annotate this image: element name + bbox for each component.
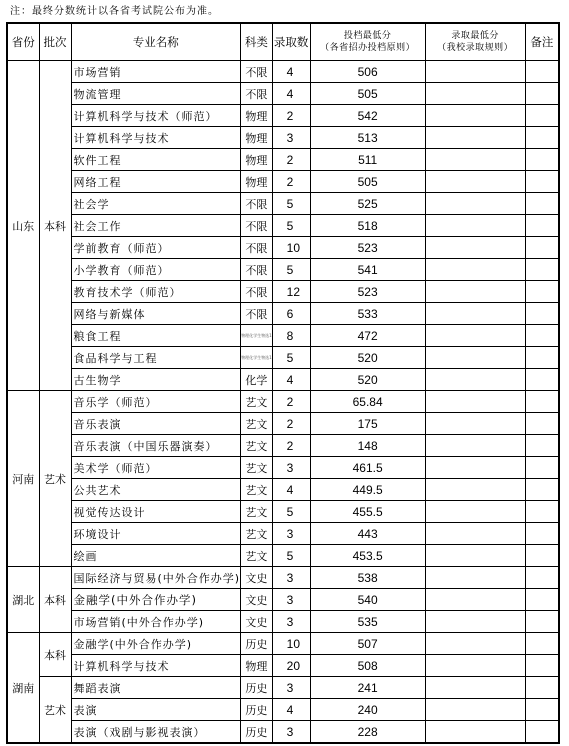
min-score-cell: 533 (310, 303, 425, 325)
header-min-score-line2: （各省招办投档原则） (320, 43, 416, 53)
min-score-cell: 506 (310, 61, 425, 83)
table-row (7, 545, 559, 567)
major-cell: 视觉传达设计 (71, 501, 241, 523)
major-cell: 绘画 (71, 545, 241, 567)
subject-cell: 不限 (241, 281, 273, 303)
min-score-cell: 240 (310, 699, 425, 721)
major-cell: 音乐表演（中国乐器演奏） (71, 435, 241, 457)
major-cell: 公共艺术 (71, 479, 241, 501)
admit-score-cell (425, 149, 525, 171)
subject-cell: 物理化学生物选1 (241, 325, 273, 347)
admit-score-cell (425, 457, 525, 479)
major-cell: 软件工程 (71, 149, 241, 171)
subject-cell: 物理 (241, 149, 273, 171)
admit-score-cell (425, 83, 525, 105)
count-cell: 12 (272, 281, 310, 303)
admit-score-cell (425, 567, 525, 589)
table-row (7, 655, 559, 677)
count-cell: 5 (272, 193, 310, 215)
remark-cell (525, 105, 559, 127)
major-cell: 社会工作 (71, 215, 241, 237)
batch-cell: 艺术 (39, 677, 71, 744)
subject-cell: 艺文 (241, 457, 273, 479)
subject-cell: 不限 (241, 83, 273, 105)
footnote: 注：最终分数统计以各省考试院公布为准。 (10, 6, 219, 17)
count-cell: 8 (272, 325, 310, 347)
header-admit-score-line2: （我校录取规则） (437, 43, 514, 53)
subject-cell: 不限 (241, 215, 273, 237)
subject-cell: 艺文 (241, 545, 273, 567)
table-row (7, 567, 559, 589)
table-row (7, 171, 559, 193)
remark-cell (525, 215, 559, 237)
table-row (7, 721, 559, 744)
remark-cell (525, 303, 559, 325)
count-cell: 20 (272, 655, 310, 677)
count-cell: 2 (272, 171, 310, 193)
subject-cell: 不限 (241, 237, 273, 259)
major-cell: 音乐表演 (71, 413, 241, 435)
major-cell: 粮食工程 (71, 325, 241, 347)
major-cell: 环境设计 (71, 523, 241, 545)
count-cell: 2 (272, 149, 310, 171)
admit-score-cell (425, 611, 525, 633)
min-score-cell: 542 (310, 105, 425, 127)
subject-cell: 历史 (241, 699, 273, 721)
remark-cell (525, 61, 559, 83)
count-cell: 10 (272, 633, 310, 655)
table-row (7, 215, 559, 237)
subject-cell: 物理 (241, 655, 273, 677)
major-cell: 社会学 (71, 193, 241, 215)
table-row (7, 501, 559, 523)
remark-cell (525, 259, 559, 281)
province-cell: 湖北 (7, 567, 39, 633)
admit-score-cell (425, 479, 525, 501)
min-score-cell: 540 (310, 589, 425, 611)
table-row (7, 127, 559, 149)
table-row (7, 369, 559, 391)
count-cell: 4 (272, 369, 310, 391)
remark-cell (525, 281, 559, 303)
major-cell: 国际经济与贸易(中外合作办学) (71, 567, 241, 589)
table-row (7, 303, 559, 325)
remark-cell (525, 677, 559, 699)
admit-score-cell (425, 127, 525, 149)
remark-cell (525, 325, 559, 347)
province-cell: 河南 (7, 391, 39, 567)
subject-cell: 文史 (241, 589, 273, 611)
count-cell: 3 (272, 523, 310, 545)
admit-score-cell (425, 259, 525, 281)
remark-cell (525, 171, 559, 193)
count-cell: 3 (272, 589, 310, 611)
table-row (7, 61, 559, 83)
admit-score-cell (425, 369, 525, 391)
count-cell: 2 (272, 435, 310, 457)
admit-score-cell (425, 391, 525, 413)
remark-cell (525, 435, 559, 457)
major-cell: 计算机科学与技术 (71, 655, 241, 677)
table-row (7, 281, 559, 303)
min-score-cell: 443 (310, 523, 425, 545)
major-cell: 表演 (71, 699, 241, 721)
subject-cell: 物理化学生物选1 (241, 347, 273, 369)
min-score-cell: 241 (310, 677, 425, 699)
header-subject: 科类 (241, 23, 273, 61)
subject-cell: 物理 (241, 171, 273, 193)
min-score-cell: 511 (310, 149, 425, 171)
min-score-cell: 523 (310, 237, 425, 259)
subject-cell: 不限 (241, 259, 273, 281)
header-count: 录取数 (272, 23, 310, 61)
subject-cell: 历史 (241, 677, 273, 699)
subject-cell: 不限 (241, 61, 273, 83)
table-row (7, 105, 559, 127)
batch-cell: 艺术 (39, 391, 71, 567)
remark-cell (525, 699, 559, 721)
table-row (7, 611, 559, 633)
count-cell: 3 (272, 127, 310, 149)
min-score-cell: 453.5 (310, 545, 425, 567)
remark-cell (525, 413, 559, 435)
table-row (7, 391, 559, 413)
count-cell: 4 (272, 61, 310, 83)
subject-cell: 化学 (241, 369, 273, 391)
remark-cell (525, 567, 559, 589)
table-row (7, 325, 559, 347)
min-score-cell: 513 (310, 127, 425, 149)
count-cell: 5 (272, 545, 310, 567)
admit-score-cell (425, 523, 525, 545)
admit-score-cell (425, 215, 525, 237)
header-row (7, 23, 559, 61)
min-score-cell: 148 (310, 435, 425, 457)
subject-cell: 艺文 (241, 435, 273, 457)
subject-cell: 物理 (241, 105, 273, 127)
subject-cell: 艺文 (241, 391, 273, 413)
admit-score-cell (425, 61, 525, 83)
admit-score-cell (425, 303, 525, 325)
min-score-cell: 65.84 (310, 391, 425, 413)
count-cell: 4 (272, 699, 310, 721)
remark-cell (525, 193, 559, 215)
subject-cell: 历史 (241, 721, 273, 744)
min-score-cell: 518 (310, 215, 425, 237)
major-cell: 舞蹈表演 (71, 677, 241, 699)
min-score-cell: 472 (310, 325, 425, 347)
subject-cell: 文史 (241, 567, 273, 589)
admit-score-cell (425, 347, 525, 369)
min-score-cell: 228 (310, 721, 425, 744)
min-score-cell: 520 (310, 369, 425, 391)
min-score-cell: 449.5 (310, 479, 425, 501)
header-admit-score (425, 23, 525, 61)
subject-cell: 艺文 (241, 479, 273, 501)
count-cell: 3 (272, 611, 310, 633)
count-cell: 6 (272, 303, 310, 325)
major-cell: 网络与新媒体 (71, 303, 241, 325)
count-cell: 3 (272, 721, 310, 744)
subject-cell: 艺文 (241, 523, 273, 545)
remark-cell (525, 127, 559, 149)
table-row (7, 457, 559, 479)
subject-cell: 不限 (241, 193, 273, 215)
min-score-cell: 520 (310, 347, 425, 369)
batch-cell: 本科 (39, 61, 71, 391)
remark-cell (525, 149, 559, 171)
count-cell: 3 (272, 677, 310, 699)
major-cell: 表演（戏剧与影视表演） (71, 721, 241, 744)
remark-cell (525, 545, 559, 567)
count-cell: 4 (272, 83, 310, 105)
min-score-cell: 505 (310, 83, 425, 105)
admit-score-cell (425, 105, 525, 127)
header-major: 专业名称 (71, 23, 241, 61)
major-cell: 教育技术学（师范） (71, 281, 241, 303)
remark-cell (525, 347, 559, 369)
min-score-cell: 175 (310, 413, 425, 435)
remark-cell (525, 589, 559, 611)
remark-cell (525, 611, 559, 633)
subject-cell: 不限 (241, 303, 273, 325)
subject-cell: 艺文 (241, 413, 273, 435)
count-cell: 3 (272, 567, 310, 589)
admit-score-cell (425, 413, 525, 435)
table-row (7, 479, 559, 501)
remark-cell (525, 721, 559, 744)
subject-cell: 物理 (241, 127, 273, 149)
subject-cell: 历史 (241, 633, 273, 655)
admit-score-cell (425, 435, 525, 457)
header-remark: 备注 (525, 23, 559, 61)
min-score-cell: 538 (310, 567, 425, 589)
major-cell: 美术学（师范） (71, 457, 241, 479)
remark-cell (525, 391, 559, 413)
remark-cell (525, 237, 559, 259)
major-cell: 学前教育（师范） (71, 237, 241, 259)
major-cell: 古生物学 (71, 369, 241, 391)
major-cell: 网络工程 (71, 171, 241, 193)
min-score-cell: 507 (310, 633, 425, 655)
admit-score-cell (425, 655, 525, 677)
count-cell: 2 (272, 391, 310, 413)
major-cell: 金融学(中外合作办学) (71, 589, 241, 611)
remark-cell (525, 479, 559, 501)
count-cell: 10 (272, 237, 310, 259)
admit-score-cell (425, 501, 525, 523)
major-cell: 计算机科学与技术 (71, 127, 241, 149)
min-score-cell: 525 (310, 193, 425, 215)
count-cell: 5 (272, 501, 310, 523)
table-row (7, 193, 559, 215)
subject-cell: 文史 (241, 611, 273, 633)
subject-cell: 艺文 (241, 501, 273, 523)
count-cell: 2 (272, 105, 310, 127)
header-batch: 批次 (39, 23, 71, 61)
count-cell: 5 (272, 259, 310, 281)
batch-cell: 本科 (39, 567, 71, 633)
count-cell: 2 (272, 413, 310, 435)
admit-score-cell (425, 237, 525, 259)
header-min-score (310, 23, 425, 61)
admission-table (6, 22, 560, 744)
admit-score-cell (425, 721, 525, 744)
major-cell: 计算机科学与技术（师范） (71, 105, 241, 127)
count-cell: 5 (272, 347, 310, 369)
min-score-cell: 535 (310, 611, 425, 633)
table-row (7, 413, 559, 435)
admit-score-cell (425, 171, 525, 193)
remark-cell (525, 655, 559, 677)
table-row (7, 677, 559, 699)
table-row (7, 589, 559, 611)
table-row (7, 699, 559, 721)
count-cell: 5 (272, 215, 310, 237)
admit-score-cell (425, 589, 525, 611)
admit-score-cell (425, 281, 525, 303)
major-cell: 音乐学（师范） (71, 391, 241, 413)
remark-cell (525, 369, 559, 391)
count-cell: 4 (272, 479, 310, 501)
table-row (7, 259, 559, 281)
table-row (7, 523, 559, 545)
min-score-cell: 505 (310, 171, 425, 193)
remark-cell (525, 83, 559, 105)
admit-score-cell (425, 545, 525, 567)
remark-cell (525, 457, 559, 479)
min-score-cell: 523 (310, 281, 425, 303)
min-score-cell: 541 (310, 259, 425, 281)
remark-cell (525, 501, 559, 523)
admit-score-cell (425, 699, 525, 721)
table-row (7, 347, 559, 369)
province-cell: 湖南 (7, 633, 39, 744)
admit-score-cell (425, 677, 525, 699)
remark-cell (525, 523, 559, 545)
table-row (7, 83, 559, 105)
table-row (7, 435, 559, 457)
min-score-cell: 508 (310, 655, 425, 677)
major-cell: 市场营销 (71, 61, 241, 83)
header-province: 省份 (7, 23, 39, 61)
table-row (7, 237, 559, 259)
batch-cell: 本科 (39, 633, 71, 677)
major-cell: 金融学(中外合作办学) (71, 633, 241, 655)
header-min-score-line1: 投档最低分 (343, 31, 392, 41)
min-score-cell: 455.5 (310, 501, 425, 523)
major-cell: 市场营销(中外合作办学) (71, 611, 241, 633)
admit-score-cell (425, 193, 525, 215)
table-row (7, 633, 559, 655)
major-cell: 小学教育（师范） (71, 259, 241, 281)
min-score-cell: 461.5 (310, 457, 425, 479)
major-cell: 食品科学与工程 (71, 347, 241, 369)
table-row (7, 149, 559, 171)
header-admit-score-line1: 录取最低分 (451, 31, 499, 41)
count-cell: 3 (272, 457, 310, 479)
admit-score-cell (425, 325, 525, 347)
admit-score-cell (425, 633, 525, 655)
major-cell: 物流管理 (71, 83, 241, 105)
province-cell: 山东 (7, 61, 39, 391)
remark-cell (525, 633, 559, 655)
